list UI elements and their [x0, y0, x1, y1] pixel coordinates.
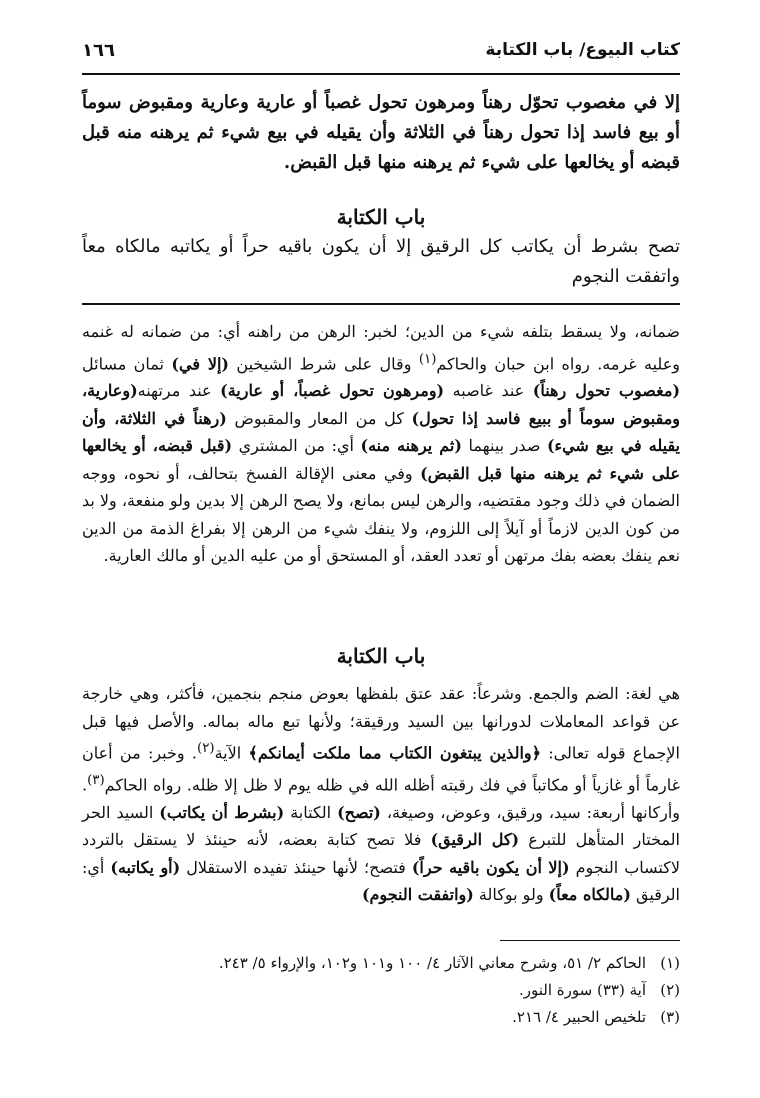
- sharh-text: . وأركانها أربعة: سيد، ورقيق، وعوض، وصيغة،: [82, 775, 681, 822]
- sharh-matn-quote: (إلا في): [171, 353, 229, 373]
- page-number: ١٦٦: [82, 40, 115, 61]
- sharh-text: . وخبر: من أعان غارماً أو غازياً أو مكاتباً في فك رقبته أظله الله في ظله يوم لا ظل إلا ظله. رواه الحاكم: [82, 743, 680, 795]
- sharh-matn-quote: (مغصوب تحول رهناً): [532, 381, 681, 401]
- sharh-paragraph-1: [82, 318, 680, 570]
- sharh-text: وقال على شرط الشيخين: [229, 353, 419, 373]
- header-rule: [82, 73, 680, 75]
- sharh-matn-quote: (رهناً في الثلاثة، وأن يقيله في بيع شيء): [82, 408, 681, 456]
- footnote-text: آية (٣٣) سورة النور.: [519, 981, 646, 999]
- footnote: [82, 950, 680, 977]
- matn-section-heading: باب الكتابة: [336, 205, 426, 229]
- sharh-text: ولو بوكالة: [473, 885, 549, 905]
- sharh-text: ثمان مسائل: [82, 353, 172, 373]
- footnote-ref: (٢): [196, 741, 215, 756]
- footnote-number: (٣): [660, 1008, 680, 1026]
- sharh-text: فلا تصح كتابة بعضه، لأنه حينئذ لا يستقل بالتردد لاكتساب النجوم: [82, 830, 681, 877]
- sharh-text: صدر بينهما: [461, 436, 547, 456]
- matn-sharh-divider: [82, 303, 680, 305]
- sharh-matn-quote: (قبل قبضه، أو يخالعها على شيء ثم يرهنه منها قبل القبض): [82, 436, 681, 483]
- sharh-matn-quote: (كل الرقيق): [430, 830, 520, 850]
- sharh-matn-quote: (واتفقت النجوم): [361, 885, 474, 905]
- header-title: كتاب البيوع/ باب الكتابة: [485, 40, 680, 60]
- sharh-text: هي لغة: الضم والجمع. وشرعاً: عقد عتق بلفظها بعوض منجم بنجمين، فأكثر، وهي خارجة عن قواعد المعاملات لدورانها بين السيد ورقيقة؛ ولأنها تبع ماله بماله. والأصل فيها قبل الإجماع قوله تعالى:: [82, 684, 680, 763]
- matn-paragraph-1: إلا في مغصوب تحوّل رهناً ومرهون تحول غصباً أو عارية وعارية ومقبوض سوماً أو بيع فاسد إذا تحول رهناً في الثلاثة وأن يقيله في بيع شيء ثم يرهنه منه قبل قبضه أو يخالعها على شيء ثم يرهنه منها قبل القبض.: [82, 92, 680, 173]
- footnote: [82, 977, 680, 1004]
- sharh-matn-quote: (إلا أن يكون باقيه حراً): [411, 857, 570, 877]
- sharh-matn-quote: (تصح): [337, 802, 381, 822]
- sharh-matn-quote: (وعارية، ومقبوض سوماً أو ببيع فاسد إذا تحول): [82, 381, 681, 428]
- footnote-ref: (١): [418, 351, 437, 367]
- sharh-text: الكتابة: [284, 802, 338, 822]
- matn-paragraph-2: تصح بشرط أن يكاتب كل الرقيق إلا أن يكون باقيه حراً أو يكاتبه مالكاه معاً واتفقت النجوم: [82, 236, 680, 287]
- footnote-number: (١): [660, 954, 680, 972]
- running-header: [82, 40, 680, 70]
- sharh-text: فتصح؛ لأنها حينئذ تفيده الاستقلال: [180, 857, 412, 877]
- sharh-text: كل من المعار والمقبوض: [226, 408, 412, 428]
- sharh-text: الآية: [214, 743, 249, 763]
- sharh-text: أي: من المشتري: [232, 436, 361, 456]
- sharh-text: عند مرتهنه: [137, 381, 221, 401]
- footnotes: [82, 950, 680, 1031]
- sharh-matn-quote: (ثم يرهنه منه): [360, 436, 462, 456]
- footnote: [82, 1004, 680, 1031]
- sharh-paragraph-2: [82, 680, 680, 909]
- sharh-section-heading: باب الكتابة: [336, 644, 426, 668]
- sharh-matn-quote: (بشرط أن يكاتب): [159, 802, 285, 822]
- footnote-text: تلخيص الحبير ٤/ ٢١٦.: [512, 1008, 646, 1026]
- footnote-divider: [500, 940, 680, 941]
- footnote-number: (٢): [660, 981, 680, 999]
- sharh-text: وفي معنى الإقالة الفسخ بتحالف، أو نحوه، ووجه الضمان في ذلك وجود مقتضيه، والرهن ليس بمانع، ولا يصح الرهن إلا بدين ولو منفعة، ولا بد من كون الدين لازماً أو آيلاً إلى اللزوم، ولا ينفك شيء من الرهن إلا بفراغ الذمة من الدين نعم ينفك بعضه بفك مرتهن أو تعدد العقد، أو المستحق أو من عليه الدين أو مالك العارية.: [81, 463, 680, 566]
- footnote-ref: (٣): [87, 772, 105, 788]
- sharh-text: ضمانه، ولا يسقط بتلفه شيء من الدين؛ لخبر: الرهن من راهنه أي: من ضمانه له غنمه وعليه غرمه. رواه ابن حبان والحاكم: [82, 322, 681, 373]
- sharh-text: عند غاصبه: [444, 381, 533, 401]
- footnote-text: الحاكم ٢/ ٥١، وشرح معاني الآثار ٤/ ١٠٠ و١٠١ و١٠٢، والإرواء ٥/ ٢٤٣.: [218, 954, 646, 972]
- sharh-text: أي: الرقيق: [82, 857, 680, 905]
- sharh-matn-quote: (مالكاه معاً): [548, 885, 631, 905]
- sharh-matn-quote: (أو يكاتبه): [110, 857, 181, 877]
- sharh-matn-quote: (ومرهون تحول غصباً، أو عارية): [220, 381, 445, 401]
- sharh-text: السيد الحر المختار المتأهل للتبرع: [82, 802, 680, 850]
- quran-quote: ﴿والذين يبتغون الكتاب مما ملكت أيمانكم﴾: [248, 743, 541, 763]
